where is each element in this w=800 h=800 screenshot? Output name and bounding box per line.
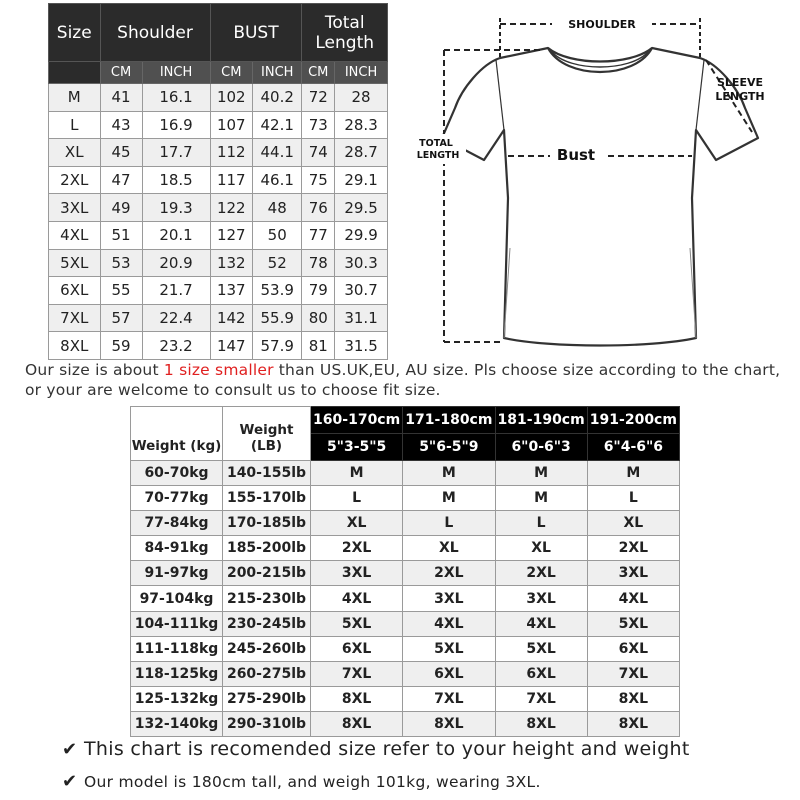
measure-row [49,304,388,332]
measure-cell: 29.1 [335,166,388,194]
total-label-line1: TOTAL [419,138,453,149]
rec-row [131,461,680,486]
size-recommend-cell: M [587,461,679,486]
size-recommend-cell: 6XL [495,661,587,686]
measure-cell: 51 [100,221,142,249]
footer-line-2-text: Our model is 180cm tall, and weigh 101kg, wearing 3XL. [84,773,541,791]
measure-cell: 30.7 [335,277,388,305]
measure-cell: 102 [210,84,253,112]
measure-cell: 127 [210,221,253,249]
size-recommend-cell: 6XL [587,636,679,661]
measure-cell: 107 [210,111,253,139]
recommendation-table [130,406,680,737]
measure-cell: 46.1 [253,166,302,194]
size-recommend-cell: 7XL [403,686,495,711]
size-recommend-cell: 2XL [311,536,403,561]
height-ft-header: 5"6-5"9 [403,434,495,461]
weight-kg-cell: 91-97kg [131,561,223,586]
measure-cell: 21.7 [142,277,210,305]
measure-cell: 78 [302,249,335,277]
footer-line-2 [62,771,541,792]
size-header: Size [49,4,101,62]
measure-row [49,166,388,194]
measure-cell: 19.3 [142,194,210,222]
measure-cell: 57.9 [253,332,302,360]
rec-row [131,586,680,611]
measure-cell: 50 [253,221,302,249]
height-ft-header: 6"0-6"3 [495,434,587,461]
size-recommend-cell: 2XL [495,561,587,586]
rec-row [131,511,680,536]
measure-cell: 53 [100,249,142,277]
height-cm-header: 171-180cm [403,407,495,434]
tshirt-outline [442,48,758,346]
size-recommend-cell: XL [587,511,679,536]
size-cell: 2XL [49,166,101,194]
measure-cell: 74 [302,139,335,167]
weight-lb-cell: 140-155lb [223,461,311,486]
height-ft-header: 6"4-6"6 [587,434,679,461]
height-ft-header: 5"3-5"5 [311,434,403,461]
weight-kg-cell: 84-91kg [131,536,223,561]
size-recommend-cell: L [587,486,679,511]
measure-cell: 20.1 [142,221,210,249]
unit-header: CM [302,62,335,84]
shoulder-label: SHOULDER [568,18,636,31]
size-cell: 7XL [49,304,101,332]
measure-cell: 49 [100,194,142,222]
size-recommend-cell: 4XL [495,611,587,636]
size-recommend-cell: 4XL [587,586,679,611]
note-highlight: 1 size smaller [163,361,274,379]
weight-lb-cell: 185-200lb [223,536,311,561]
measure-row [49,194,388,222]
size-recommend-cell: 2XL [587,536,679,561]
height-cm-header: 181-190cm [495,407,587,434]
unit-blank [49,62,101,84]
size-recommend-cell: XL [311,511,403,536]
sleeve-label-line1: SLEEVE [717,76,763,89]
rec-row [131,561,680,586]
weight-kg-cell: 77-84kg [131,511,223,536]
rec-row [131,686,680,711]
size-recommend-cell: 3XL [311,561,403,586]
weight-lb-header: Weight (LB) [223,407,311,461]
recommendation-table-body [131,461,680,737]
rec-row [131,661,680,686]
unit-header: CM [100,62,142,84]
measure-cell: 73 [302,111,335,139]
weight-lb-cell: 230-245lb [223,611,311,636]
measure-cell: 75 [302,166,335,194]
size-cell: XL [49,139,101,167]
measure-cell: 30.3 [335,249,388,277]
weight-lb-cell: 170-185lb [223,511,311,536]
measure-cell: 43 [100,111,142,139]
measure-cell: 52 [253,249,302,277]
measure-cell: 81 [302,332,335,360]
footer-line-1 [62,738,690,760]
rec-row [131,536,680,561]
measure-cell: 45 [100,139,142,167]
size-recommend-cell: L [403,511,495,536]
size-cell: 8XL [49,332,101,360]
measure-cell: 40.2 [253,84,302,112]
size-recommend-cell: L [495,511,587,536]
size-recommend-cell: L [311,486,403,511]
measure-cell: 31.1 [335,304,388,332]
measure-cell: 55.9 [253,304,302,332]
size-recommend-cell: XL [495,536,587,561]
weight-kg-cell: 111-118kg [131,636,223,661]
rec-row [131,636,680,661]
size-recommend-cell: 8XL [311,711,403,736]
measure-row [49,249,388,277]
measure-row [49,277,388,305]
measure-cell: 76 [302,194,335,222]
size-recommend-cell: 5XL [403,636,495,661]
size-note [25,360,785,400]
measure-cell: 16.1 [142,84,210,112]
rec-row [131,611,680,636]
check-icon: ✔ [62,771,78,792]
total-label-line2: LENGTH [416,150,460,161]
rec-row [131,711,680,736]
measure-row [49,111,388,139]
measure-cell: 55 [100,277,142,305]
measure-cell: 122 [210,194,253,222]
rec-row [131,486,680,511]
measure-cell: 18.5 [142,166,210,194]
measure-cell: 16.9 [142,111,210,139]
weight-lb-cell: 260-275lb [223,661,311,686]
total-length-header [302,4,388,62]
weight-lb-cell: 155-170lb [223,486,311,511]
measure-cell: 117 [210,166,253,194]
measure-cell: 42.1 [253,111,302,139]
size-recommend-cell: M [495,461,587,486]
weight-lb-cell: 290-310lb [223,711,311,736]
size-recommend-cell: M [311,461,403,486]
total-length-header-line2: Length [315,32,375,53]
size-recommend-cell: 3XL [403,586,495,611]
size-cell: 3XL [49,194,101,222]
size-recommend-cell: 4XL [403,611,495,636]
measure-cell: 17.7 [142,139,210,167]
weight-kg-cell: 60-70kg [131,461,223,486]
size-recommend-cell: 6XL [311,636,403,661]
unit-header: INCH [253,62,302,84]
total-length-header-line1: Total [324,12,365,33]
weight-kg-cell: 125-132kg [131,686,223,711]
size-recommend-cell: M [403,486,495,511]
measure-cell: 59 [100,332,142,360]
measure-cell: 31.5 [335,332,388,360]
weight-kg-cell: 118-125kg [131,661,223,686]
measure-cell: 147 [210,332,253,360]
measure-cell: 142 [210,304,253,332]
weight-kg-header: Weight (kg) [131,407,223,461]
weight-lb-cell: 245-260lb [223,636,311,661]
measure-cell: 72 [302,84,335,112]
measure-cell: 80 [302,304,335,332]
measure-cell: 41 [100,84,142,112]
size-recommend-cell: 3XL [587,561,679,586]
size-recommend-cell: 8XL [587,686,679,711]
size-cell: M [49,84,101,112]
size-recommend-cell: 8XL [587,711,679,736]
size-recommend-cell: 5XL [495,636,587,661]
measure-cell: 44.1 [253,139,302,167]
size-recommend-cell: 6XL [403,661,495,686]
measure-cell: 77 [302,221,335,249]
size-recommend-cell: 2XL [403,561,495,586]
measure-cell: 48 [253,194,302,222]
measure-row [49,221,388,249]
measure-cell: 22.4 [142,304,210,332]
measure-row [49,139,388,167]
measure-row [49,84,388,112]
measure-cell: 28.7 [335,139,388,167]
size-cell: 5XL [49,249,101,277]
size-recommend-cell: M [495,486,587,511]
measure-cell: 79 [302,277,335,305]
weight-lb-cell: 275-290lb [223,686,311,711]
size-recommend-cell: 5XL [311,611,403,636]
unit-header: INCH [142,62,210,84]
size-recommend-cell: 8XL [403,711,495,736]
measure-cell: 57 [100,304,142,332]
weight-kg-cell: 97-104kg [131,586,223,611]
weight-kg-cell: 132-140kg [131,711,223,736]
size-recommend-cell: 8XL [311,686,403,711]
measurement-table-body [49,84,388,360]
size-recommend-cell: M [403,461,495,486]
size-recommend-cell: 8XL [495,711,587,736]
size-recommend-cell: 5XL [587,611,679,636]
size-cell: 4XL [49,221,101,249]
unit-header: CM [210,62,253,84]
size-recommend-cell: 7XL [495,686,587,711]
measure-cell: 112 [210,139,253,167]
weight-kg-cell: 104-111kg [131,611,223,636]
note-part2: than US.UK,EU, AU size. Pls choose size according to the chart, or your are welcome to consult us to choose fit size. [25,361,781,399]
measure-cell: 29.9 [335,221,388,249]
measure-cell: 53.9 [253,277,302,305]
weight-kg-cell: 70-77kg [131,486,223,511]
tshirt-diagram [400,8,800,358]
measure-cell: 28 [335,84,388,112]
bust-header: BUST [210,4,302,62]
measure-cell: 132 [210,249,253,277]
bust-label: Bust [556,146,596,164]
size-recommend-cell: 4XL [311,586,403,611]
size-cell: L [49,111,101,139]
size-recommend-cell: 7XL [311,661,403,686]
note-part1: Our size is about [25,361,164,379]
measure-cell: 137 [210,277,253,305]
size-cell: 6XL [49,277,101,305]
height-cm-header: 191-200cm [587,407,679,434]
shoulder-header: Shoulder [100,4,210,62]
size-recommend-cell: XL [403,536,495,561]
measure-cell: 29.5 [335,194,388,222]
measure-row [49,332,388,360]
measure-cell: 20.9 [142,249,210,277]
weight-lb-cell: 200-215lb [223,561,311,586]
check-icon: ✔ [62,739,78,760]
sleeve-label-line2: LENGTH [715,90,765,103]
measure-cell: 28.3 [335,111,388,139]
height-cm-header: 160-170cm [311,407,403,434]
size-recommend-cell: 3XL [495,586,587,611]
measurement-table [48,3,388,360]
footer-line-1-text: This chart is recomended size refer to your height and weight [84,738,690,760]
measure-cell: 47 [100,166,142,194]
size-recommend-cell: 7XL [587,661,679,686]
weight-lb-cell: 215-230lb [223,586,311,611]
measure-cell: 23.2 [142,332,210,360]
unit-header: INCH [335,62,388,84]
